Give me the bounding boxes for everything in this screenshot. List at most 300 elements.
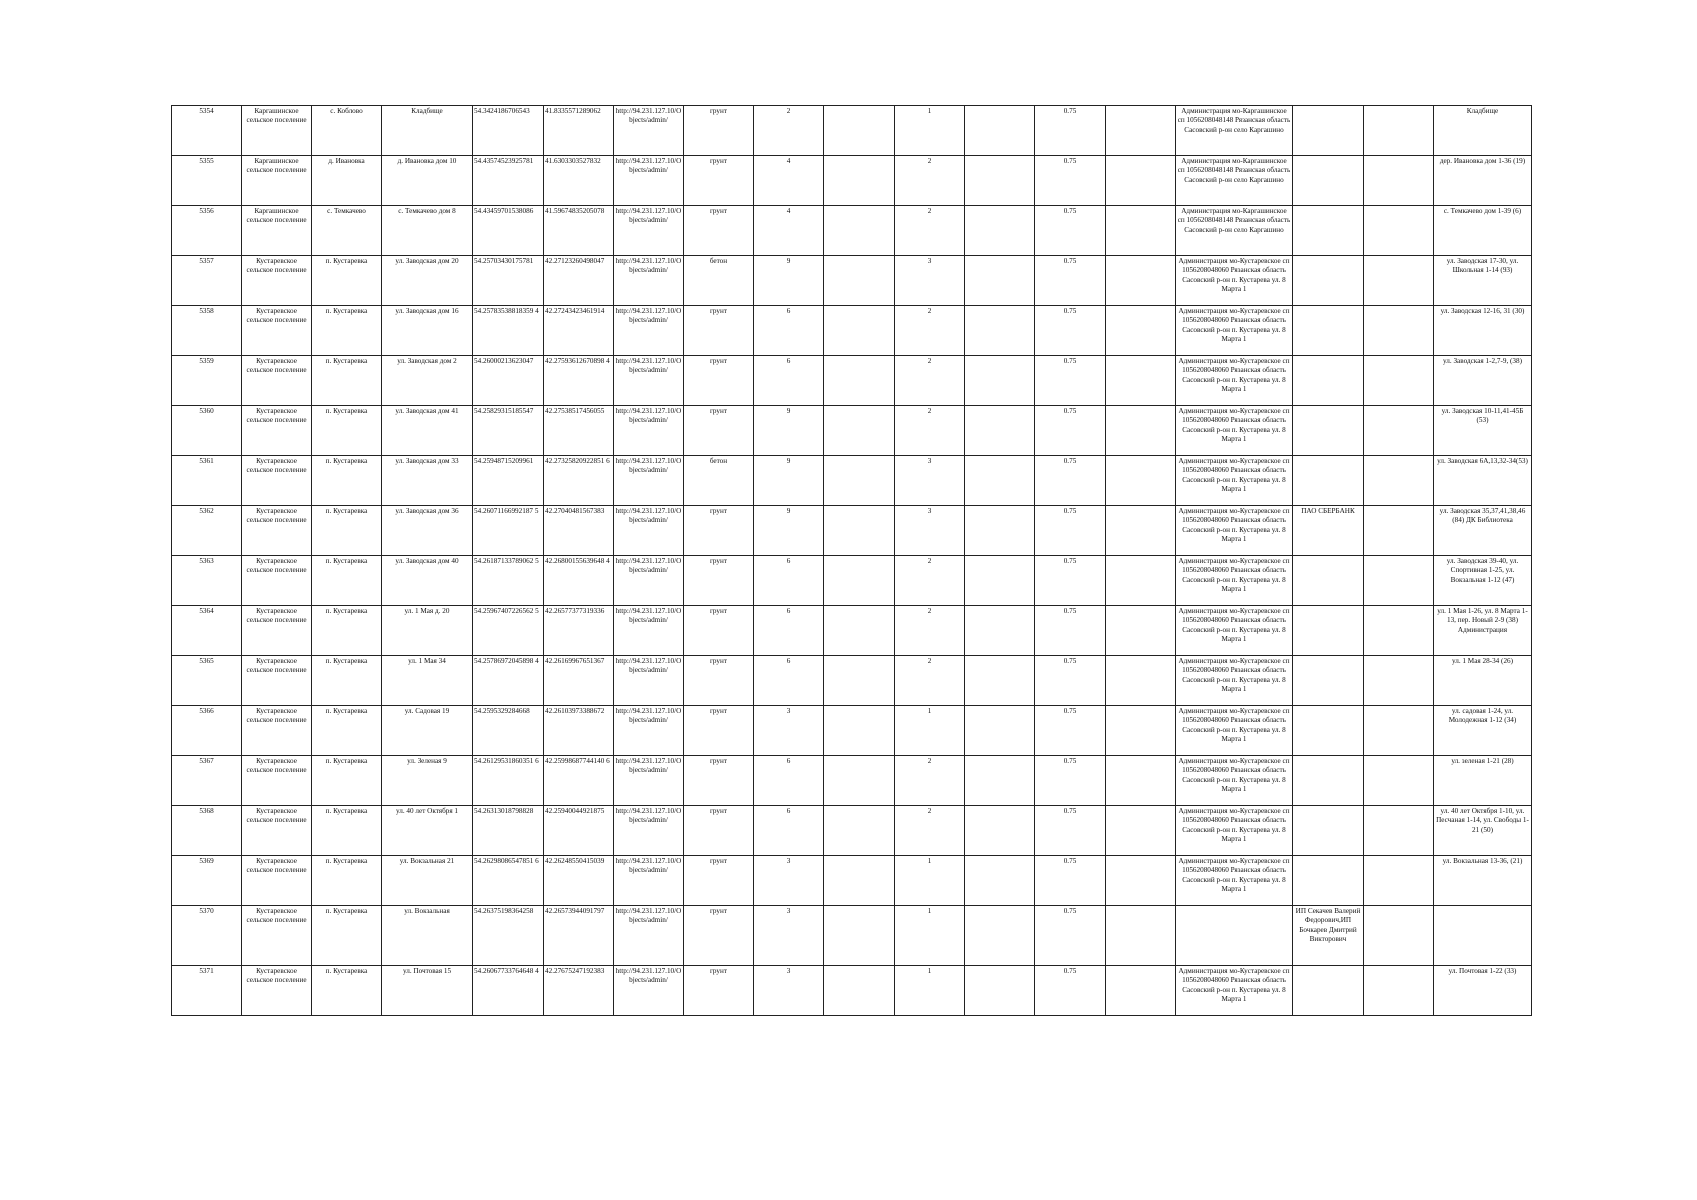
cell-owner: Администрация мо-Кустаревское сп 1056208048060 Рязанская область Сасовский р-он п. Кустарева ул. 8 Марта 1 [1176,256,1293,306]
cell-volume: 0.75 [1035,406,1106,456]
cell-owner [1176,906,1293,966]
cell-blank-b [965,156,1035,206]
table-row [172,206,1532,256]
cell-id: 5361 [172,456,242,506]
cell-blank-a [824,966,895,1016]
cell-container-count: 2 [895,606,965,656]
cell-address: ул. Заводская дом 41 [382,406,473,456]
cell-longitude: 42.26573944091797 [544,906,614,966]
cell-blank-d [1364,706,1434,756]
cell-latitude: 54.26187133789062 5 [473,556,544,606]
cell-volume: 0.75 [1035,456,1106,506]
cell-blank-d [1364,206,1434,256]
cell-blank-b [965,906,1035,966]
cell-blank-d [1364,106,1434,156]
cell-area: 2 [754,106,824,156]
cell-other-source [1293,456,1364,506]
cell-volume: 0.75 [1035,306,1106,356]
cell-owner: Администрация мо-Кустаревское сп 1056208048060 Рязанская область Сасовский р-он п. Кустарева ул. 8 Марта 1 [1176,456,1293,506]
cell-owner: Администрация мо-Кустаревское сп 1056208048060 Рязанская область Сасовский р-он п. Кустарева ул. 8 Марта 1 [1176,356,1293,406]
cell-area: 3 [754,966,824,1016]
cell-blank-a [824,506,895,556]
cell-container-count: 1 [895,856,965,906]
cell-blank-c [1106,206,1176,256]
cell-blank-a [824,906,895,966]
cell-locality: с. Темкачево [312,206,382,256]
cell-blank-d [1364,256,1434,306]
cell-area: 6 [754,656,824,706]
cell-area: 6 [754,806,824,856]
cell-url: http://94.231.127.10/Objects/admin/ [614,966,684,1016]
cell-blank-d [1364,456,1434,506]
cell-blank-b [965,456,1035,506]
cell-other-source [1293,306,1364,356]
cell-url: http://94.231.127.10/Objects/admin/ [614,856,684,906]
cell-volume: 0.75 [1035,756,1106,806]
cell-blank-a [824,106,895,156]
cell-surface: грунт [684,206,754,256]
cell-settlement: Каргашинское сельское поселение [242,206,312,256]
cell-surface: грунт [684,656,754,706]
cell-address: д. Ивановка дом 10 [382,156,473,206]
cell-blank-b [965,806,1035,856]
cell-volume: 0.75 [1035,656,1106,706]
cell-blank-a [824,756,895,806]
cell-owner: Администрация мо-Кустаревское сп 1056208048060 Рязанская область Сасовский р-он п. Кустарева ул. 8 Марта 1 [1176,706,1293,756]
cell-blank-a [824,306,895,356]
cell-address: ул. Почтовая 15 [382,966,473,1016]
table-row [172,456,1532,506]
cell-served-objects: ул. Почтовая 1-22 (33) [1434,966,1532,1016]
cell-blank-d [1364,356,1434,406]
cell-other-source [1293,966,1364,1016]
cell-owner: Администрация мо-Кустаревское сп 1056208048060 Рязанская область Сасовский р-он п. Кустарева ул. 8 Марта 1 [1176,756,1293,806]
cell-url: http://94.231.127.10/Objects/admin/ [614,656,684,706]
cell-blank-c [1106,966,1176,1016]
cell-other-source [1293,856,1364,906]
cell-container-count: 2 [895,406,965,456]
cell-url: http://94.231.127.10/Objects/admin/ [614,106,684,156]
cell-settlement: Кустаревское сельское поселение [242,456,312,506]
cell-blank-c [1106,756,1176,806]
cell-latitude: 54.25703430175781 [473,256,544,306]
cell-area: 6 [754,556,824,606]
cell-latitude: 54.43459701538086 [473,206,544,256]
cell-area: 9 [754,506,824,556]
cell-blank-b [965,256,1035,306]
cell-id: 5370 [172,906,242,966]
cell-locality: п. Кустаревка [312,806,382,856]
cell-other-source: ПАО СБЕРБАНК [1293,506,1364,556]
cell-served-objects: дер. Ивановка дом 1-36 (19) [1434,156,1532,206]
cell-blank-d [1364,906,1434,966]
cell-owner: Администрация мо-Кустаревское сп 1056208048060 Рязанская область Сасовский р-он п. Кустарева ул. 8 Марта 1 [1176,966,1293,1016]
cell-area: 3 [754,856,824,906]
cell-blank-b [965,356,1035,406]
cell-container-count: 1 [895,906,965,966]
cell-area: 3 [754,706,824,756]
cell-id: 5355 [172,156,242,206]
cell-served-objects: ул. садовая 1-24, ул. Молодежная 1-12 (34) [1434,706,1532,756]
cell-longitude: 42.27243423461914 [544,306,614,356]
table-body [172,106,1532,1016]
cell-blank-a [824,606,895,656]
cell-container-count: 1 [895,966,965,1016]
cell-other-source [1293,706,1364,756]
cell-container-count: 1 [895,706,965,756]
cell-latitude: 54.26067733764648 4 [473,966,544,1016]
cell-area: 9 [754,256,824,306]
cell-surface: грунт [684,306,754,356]
cell-blank-c [1106,856,1176,906]
cell-id: 5362 [172,506,242,556]
cell-area: 9 [754,456,824,506]
cell-url: http://94.231.127.10/Objects/admin/ [614,606,684,656]
cell-settlement: Кустаревское сельское поселение [242,506,312,556]
cell-latitude: 54.25948715209961 [473,456,544,506]
cell-locality: п. Кустаревка [312,506,382,556]
cell-locality: п. Кустаревка [312,456,382,506]
cell-volume: 0.75 [1035,806,1106,856]
cell-longitude: 42.25998687744140 6 [544,756,614,806]
cell-container-count: 2 [895,206,965,256]
cell-url: http://94.231.127.10/Objects/admin/ [614,256,684,306]
cell-longitude: 42.27675247192383 [544,966,614,1016]
cell-blank-a [824,356,895,406]
cell-id: 5365 [172,656,242,706]
cell-container-count: 2 [895,556,965,606]
cell-blank-a [824,706,895,756]
cell-blank-d [1364,856,1434,906]
cell-owner: Администрация мо-Кустаревское сп 1056208048060 Рязанская область Сасовский р-он п. Кустарева ул. 8 Марта 1 [1176,806,1293,856]
cell-settlement: Кустаревское сельское поселение [242,706,312,756]
cell-area: 9 [754,406,824,456]
cell-blank-d [1364,156,1434,206]
cell-volume: 0.75 [1035,106,1106,156]
cell-area: 4 [754,206,824,256]
cell-locality: п. Кустаревка [312,356,382,406]
cell-id: 5359 [172,356,242,406]
cell-area: 4 [754,156,824,206]
cell-other-source: ИП Секачев Валерий Федорович,ИП Бочкарев Дмитрий Викторович [1293,906,1364,966]
cell-id: 5354 [172,106,242,156]
cell-blank-c [1106,256,1176,306]
cell-id: 5368 [172,806,242,856]
cell-blank-d [1364,966,1434,1016]
cell-container-count: 2 [895,756,965,806]
cell-blank-c [1106,556,1176,606]
cell-address: ул. Заводская дом 40 [382,556,473,606]
cell-owner: Администрация мо-Кустаревское сп 1056208048060 Рязанская область Сасовский р-он п. Кустарева ул. 8 Марта 1 [1176,606,1293,656]
cell-latitude: 54.3424186706543 [473,106,544,156]
cell-served-objects: ул. Заводская 17-30, ул. Школьная 1-14 (93) [1434,256,1532,306]
cell-volume: 0.75 [1035,256,1106,306]
cell-blank-a [824,406,895,456]
cell-surface: грунт [684,406,754,456]
cell-address: ул. Зеленая 9 [382,756,473,806]
cell-other-source [1293,156,1364,206]
table-row [172,306,1532,356]
cell-settlement: Кустаревское сельское поселение [242,856,312,906]
cell-surface: грунт [684,806,754,856]
cell-url: http://94.231.127.10/Objects/admin/ [614,356,684,406]
cell-address: ул. Заводская дом 36 [382,506,473,556]
cell-longitude: 42.27538517456055 [544,406,614,456]
cell-volume: 0.75 [1035,966,1106,1016]
cell-url: http://94.231.127.10/Objects/admin/ [614,556,684,606]
cell-served-objects: ул. Заводская 6А,13,32-34(53) [1434,456,1532,506]
cell-id: 5371 [172,966,242,1016]
cell-other-source [1293,206,1364,256]
cell-blank-a [824,206,895,256]
cell-served-objects: ул. 1 Мая 28-34 (26) [1434,656,1532,706]
cell-url: http://94.231.127.10/Objects/admin/ [614,506,684,556]
cell-blank-c [1106,606,1176,656]
cell-settlement: Кустаревское сельское поселение [242,356,312,406]
cell-blank-c [1106,106,1176,156]
cell-owner: Администрация мо-Кустаревское сп 1056208048060 Рязанская область Сасовский р-он п. Кустарева ул. 8 Марта 1 [1176,406,1293,456]
table-row [172,356,1532,406]
cell-blank-c [1106,306,1176,356]
cell-container-count: 2 [895,656,965,706]
cell-blank-c [1106,806,1176,856]
cell-owner: Администрация мо-Кустаревское сп 1056208048060 Рязанская область Сасовский р-он п. Кустарева ул. 8 Марта 1 [1176,306,1293,356]
cell-address: ул. 40 лет Октября 1 [382,806,473,856]
cell-id: 5369 [172,856,242,906]
cell-settlement: Кустаревское сельское поселение [242,806,312,856]
cell-blank-b [965,406,1035,456]
cell-other-source [1293,806,1364,856]
cell-surface: грунт [684,856,754,906]
cell-blank-c [1106,406,1176,456]
cell-surface: грунт [684,906,754,966]
cell-longitude: 42.27593612670898 4 [544,356,614,406]
cell-served-objects: ул. Заводская 12-16, 31 (30) [1434,306,1532,356]
cell-container-count: 2 [895,356,965,406]
cell-served-objects: ул. Заводская 35,37,41,38,46 (84) ДК Библиотека [1434,506,1532,556]
table-row [172,106,1532,156]
cell-blank-b [965,556,1035,606]
cell-locality: п. Кустаревка [312,556,382,606]
cell-served-objects: ул. Заводская 10-11,41-45Б (53) [1434,406,1532,456]
cell-settlement: Кустаревское сельское поселение [242,906,312,966]
cell-locality: п. Кустаревка [312,256,382,306]
cell-container-count: 3 [895,256,965,306]
cell-latitude: 54.26375198364258 [473,906,544,966]
cell-blank-b [965,606,1035,656]
cell-settlement: Кустаревское сельское поселение [242,306,312,356]
cell-address: Кладбище [382,106,473,156]
cell-container-count: 2 [895,306,965,356]
cell-blank-c [1106,506,1176,556]
table-row [172,906,1532,966]
cell-url: http://94.231.127.10/Objects/admin/ [614,456,684,506]
cell-blank-a [824,456,895,506]
cell-address: ул. 1 Мая д. 20 [382,606,473,656]
cell-longitude: 42.25940044921875 [544,806,614,856]
cell-surface: бетон [684,256,754,306]
cell-area: 3 [754,906,824,966]
cell-blank-b [965,756,1035,806]
cell-id: 5367 [172,756,242,806]
cell-blank-d [1364,606,1434,656]
cell-container-count: 2 [895,806,965,856]
cell-longitude: 41.59674835205078 [544,206,614,256]
cell-owner: Администрация мо-Каргашинское сп 1056208048148 Рязанская область Сасовский р-он село Каргашино [1176,106,1293,156]
cell-volume: 0.75 [1035,906,1106,966]
table-row [172,506,1532,556]
cell-longitude: 42.26800155639648 4 [544,556,614,606]
cell-served-objects: с. Темкачево дом 1-39 (6) [1434,206,1532,256]
table-row [172,856,1532,906]
cell-blank-b [965,966,1035,1016]
cell-blank-a [824,656,895,706]
cell-address: ул. Садовая 19 [382,706,473,756]
cell-blank-d [1364,806,1434,856]
cell-blank-d [1364,406,1434,456]
cell-longitude: 42.26169967651367 [544,656,614,706]
cell-owner: Администрация мо-Каргашинское сп 1056208048148 Рязанская область Сасовский р-он село Каргашино [1176,156,1293,206]
table-row [172,156,1532,206]
cell-id: 5356 [172,206,242,256]
cell-blank-b [965,306,1035,356]
cell-url: http://94.231.127.10/Objects/admin/ [614,156,684,206]
cell-surface: грунт [684,706,754,756]
cell-settlement: Кустаревское сельское поселение [242,406,312,456]
cell-volume: 0.75 [1035,706,1106,756]
cell-other-source [1293,756,1364,806]
cell-url: http://94.231.127.10/Objects/admin/ [614,706,684,756]
cell-blank-a [824,856,895,906]
cell-settlement: Каргашинское сельское поселение [242,156,312,206]
cell-blank-b [965,206,1035,256]
cell-address: ул. Вокзальная [382,906,473,966]
cell-latitude: 54.26298086547851 6 [473,856,544,906]
cell-owner: Администрация мо-Каргашинское сп 1056208048148 Рязанская область Сасовский р-он село Каргашино [1176,206,1293,256]
cell-blank-d [1364,306,1434,356]
cell-container-count: 3 [895,506,965,556]
cell-surface: грунт [684,356,754,406]
cell-longitude: 42.26103973388672 [544,706,614,756]
table-row [172,756,1532,806]
cell-blank-d [1364,506,1434,556]
cell-longitude: 41.8335571289062 [544,106,614,156]
cell-locality: п. Кустаревка [312,906,382,966]
cell-latitude: 54.25829315185547 [473,406,544,456]
cell-container-count: 3 [895,456,965,506]
table-row [172,256,1532,306]
cell-area: 6 [754,306,824,356]
cell-longitude: 42.27123260498047 [544,256,614,306]
cell-container-count: 1 [895,106,965,156]
cell-url: http://94.231.127.10/Objects/admin/ [614,306,684,356]
cell-blank-b [965,856,1035,906]
cell-url: http://94.231.127.10/Objects/admin/ [614,906,684,966]
cell-address: с. Темкачево дом 8 [382,206,473,256]
cell-address: ул. Заводская дом 2 [382,356,473,406]
cell-owner: Администрация мо-Кустаревское сп 1056208048060 Рязанская область Сасовский р-он п. Кустарева ул. 8 Марта 1 [1176,856,1293,906]
cell-volume: 0.75 [1035,206,1106,256]
cell-blank-d [1364,756,1434,806]
cell-locality: п. Кустаревка [312,306,382,356]
cell-longitude: 41.6303303527832 [544,156,614,206]
cell-latitude: 54.26071166992187 5 [473,506,544,556]
cell-surface: бетон [684,456,754,506]
cell-locality: п. Кустаревка [312,706,382,756]
cell-served-objects: Кладбище [1434,106,1532,156]
cell-address: ул. Заводская дом 33 [382,456,473,506]
cell-surface: грунт [684,156,754,206]
cell-locality: п. Кустаревка [312,856,382,906]
cell-served-objects [1434,906,1532,966]
cell-settlement: Кустаревское сельское поселение [242,606,312,656]
cell-id: 5358 [172,306,242,356]
cell-id: 5363 [172,556,242,606]
cell-volume: 0.75 [1035,506,1106,556]
cell-blank-a [824,556,895,606]
cell-volume: 0.75 [1035,556,1106,606]
cell-address: ул. Заводская дом 20 [382,256,473,306]
cell-latitude: 54.26000213623047 [473,356,544,406]
cell-other-source [1293,356,1364,406]
cell-locality: п. Кустаревка [312,966,382,1016]
cell-surface: грунт [684,606,754,656]
cell-locality: с. Коблово [312,106,382,156]
cell-surface: грунт [684,556,754,606]
cell-id: 5360 [172,406,242,456]
table-row [172,806,1532,856]
container-sites-table [171,105,1532,1016]
cell-blank-c [1106,656,1176,706]
cell-blank-b [965,506,1035,556]
table-row [172,606,1532,656]
cell-url: http://94.231.127.10/Objects/admin/ [614,406,684,456]
cell-settlement: Кустаревское сельское поселение [242,556,312,606]
cell-blank-d [1364,556,1434,606]
cell-other-source [1293,556,1364,606]
cell-volume: 0.75 [1035,856,1106,906]
cell-id: 5364 [172,606,242,656]
cell-settlement: Каргашинское сельское поселение [242,106,312,156]
cell-owner: Администрация мо-Кустаревское сп 1056208048060 Рязанская область Сасовский р-он п. Кустарева ул. 8 Марта 1 [1176,556,1293,606]
cell-locality: п. Кустаревка [312,656,382,706]
cell-url: http://94.231.127.10/Objects/admin/ [614,206,684,256]
cell-blank-b [965,106,1035,156]
table-row [172,406,1532,456]
table-row [172,966,1532,1016]
table-row [172,706,1532,756]
cell-settlement: Кустаревское сельское поселение [242,966,312,1016]
cell-other-source [1293,256,1364,306]
cell-surface: грунт [684,506,754,556]
cell-latitude: 54.2595329284668 [473,706,544,756]
cell-locality: д. Ивановка [312,156,382,206]
cell-id: 5366 [172,706,242,756]
cell-longitude: 42.26248550415039 [544,856,614,906]
cell-surface: грунт [684,756,754,806]
cell-id: 5357 [172,256,242,306]
cell-latitude: 54.25967407226562 5 [473,606,544,656]
cell-address: ул. Вокзальная 21 [382,856,473,906]
cell-latitude: 54.26129531860351 6 [473,756,544,806]
cell-owner: Администрация мо-Кустаревское сп 1056208048060 Рязанская область Сасовский р-он п. Кустарева ул. 8 Марта 1 [1176,506,1293,556]
cell-container-count: 2 [895,156,965,206]
cell-served-objects: ул. 40 лет Октября 1-10, ул. Песчаная 1-14, ул. Свободы 1-21 (50) [1434,806,1532,856]
cell-owner: Администрация мо-Кустаревское сп 1056208048060 Рязанская область Сасовский р-он п. Кустарева ул. 8 Марта 1 [1176,656,1293,706]
cell-served-objects: ул. зеленая 1-21 (28) [1434,756,1532,806]
cell-url: http://94.231.127.10/Objects/admin/ [614,806,684,856]
cell-longitude: 42.27325820922851 6 [544,456,614,506]
